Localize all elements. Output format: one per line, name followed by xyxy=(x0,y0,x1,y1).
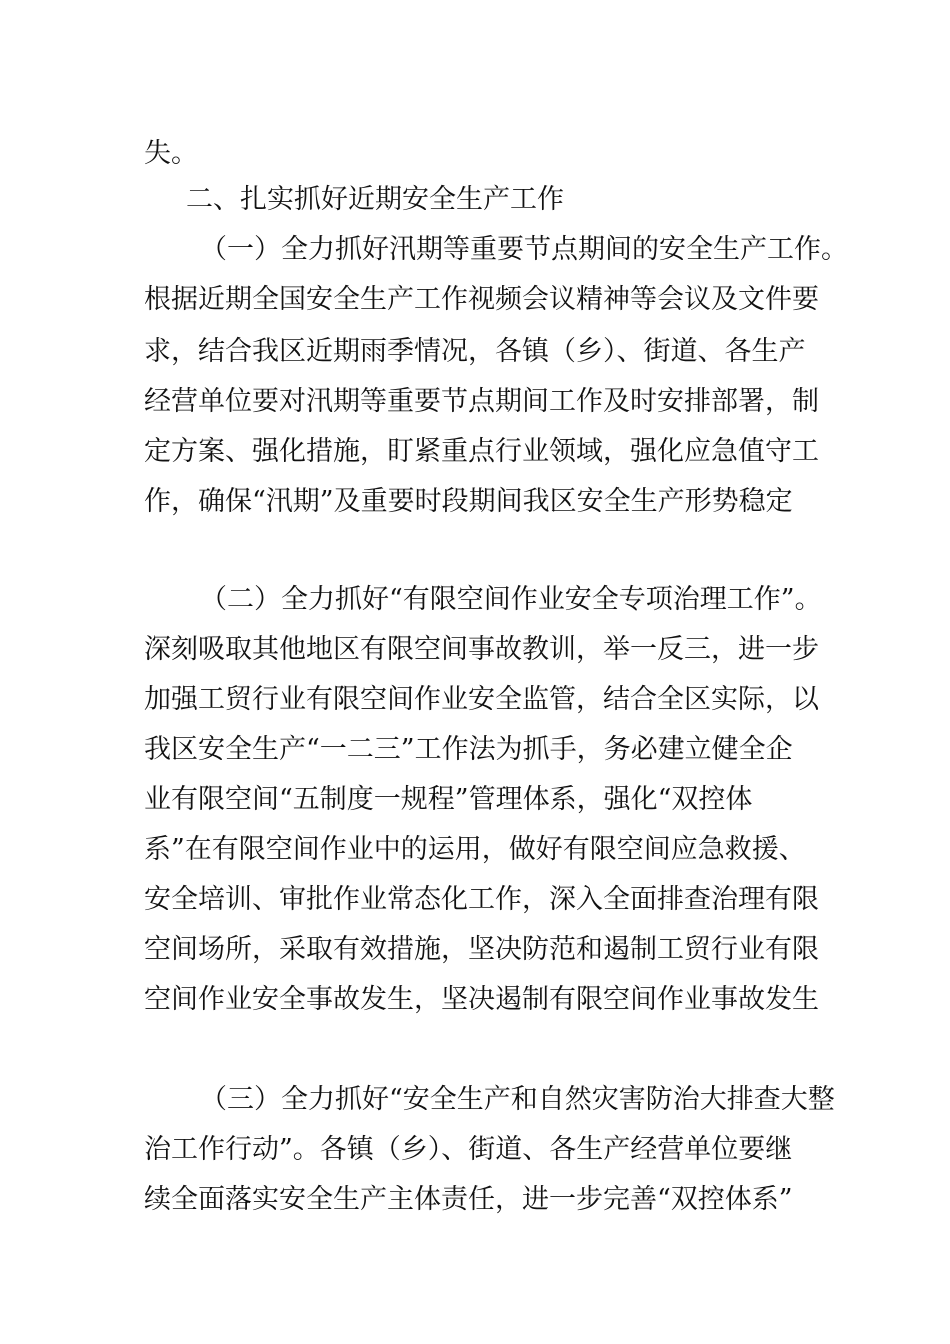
text-line: 续全面落实安全生产主体责任，进一步完善“双控体系” xyxy=(144,1184,793,1215)
text-line: 求，结合我区近期雨季情况，各镇（乡）、街道、各生产 xyxy=(144,336,806,367)
text-line: 加强工贸行业有限空间作业安全监管，结合全区实际，以 xyxy=(144,684,819,715)
subsection-heading: （三）全力抓好“安全生产和自然灾害防治大排查大整 xyxy=(200,1084,835,1115)
text-line: 空间作业安全事故发生，坚决遏制有限空间作业事故发生 xyxy=(144,984,819,1015)
text-line: 安全培训、审批作业常态化工作，深入全面排查治理有限 xyxy=(144,884,819,915)
text-line: 深刻吸取其他地区有限空间事故教训，举一反三，进一步 xyxy=(144,634,819,665)
text-line: 经营单位要对汛期等重要节点期间工作及时安排部署，制 xyxy=(144,386,819,417)
text-line: 作，确保“汛期”及重要时段期间我区安全生产形势稳定 xyxy=(144,486,793,517)
text-line: 系”在有限空间作业中的运用，做好有限空间应急救援、 xyxy=(144,834,806,865)
text-line: 业有限空间“五制度一规程”管理体系，强化“双控体 xyxy=(144,784,753,815)
subsection-heading: （二）全力抓好“有限空间作业安全专项治理工作”。 xyxy=(200,584,822,615)
text-line: 我区安全生产“一二三”工作法为抓手，务必建立健全企 xyxy=(144,734,793,765)
text-line: 治工作行动”。各镇（乡）、街道、各生产经营单位要继 xyxy=(144,1134,793,1165)
text-line: 失。 xyxy=(144,138,198,169)
text-line: 根据近期全国安全生产工作视频会议精神等会议及文件要 xyxy=(144,284,819,315)
section-heading: 二、扎实抓好近期安全生产工作 xyxy=(186,184,564,215)
text-line: 空间场所，采取有效措施，坚决防范和遏制工贸行业有限 xyxy=(144,934,819,965)
text-line: 定方案、强化措施，盯紧重点行业领域，强化应急值守工 xyxy=(144,436,819,467)
subsection-heading: （一）全力抓好汛期等重要节点期间的安全生产工作。 xyxy=(200,234,848,265)
